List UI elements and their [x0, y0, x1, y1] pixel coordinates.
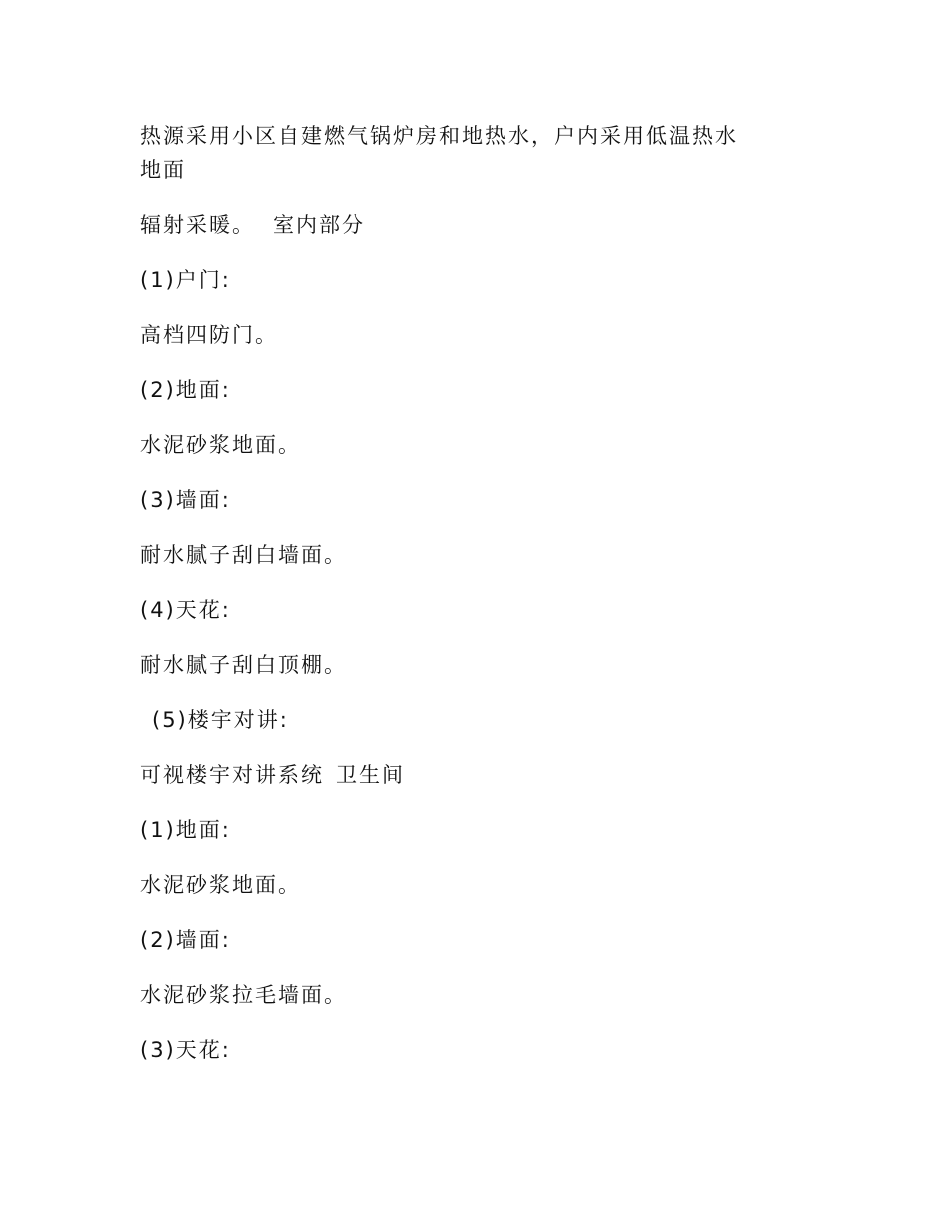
item-label: (2)地面:	[140, 378, 231, 402]
item-label: (1)户门:	[140, 268, 231, 292]
paragraph-radiant-heating	[140, 207, 820, 243]
item-label: (3)墙面:	[140, 488, 231, 512]
item-value: 水泥砂浆地面。	[140, 873, 301, 897]
item-label: (5)楼宇对讲:	[152, 708, 289, 732]
text-line: 地面	[140, 158, 186, 182]
item-value: 水泥砂浆拉毛墙面。	[140, 983, 347, 1007]
item-value: 水泥砂浆地面。	[140, 433, 301, 457]
item-value: 高档四防门。	[140, 323, 278, 347]
item-label: (1)地面:	[140, 818, 231, 842]
item-label: (4)天花:	[140, 598, 231, 622]
document-body	[140, 118, 820, 1087]
text-line: 热源采用小区自建燃气锅炉房和地热水，户内采用低温热水	[140, 124, 738, 148]
item-value: 耐水腻子刮白顶棚。	[140, 653, 347, 677]
section-heading-indoor: 室内部分	[273, 213, 365, 237]
text-line: 辐射采暖。	[140, 213, 255, 237]
item-label: (2)墙面:	[140, 928, 231, 952]
paragraph-intercom	[140, 757, 820, 793]
paragraph-heat-source	[140, 118, 820, 188]
text-line: 可视楼宇对讲系统	[140, 763, 324, 787]
item-label: (3)天花:	[140, 1038, 231, 1062]
section-heading-bathroom: 卫生间	[336, 763, 405, 787]
item-value: 耐水腻子刮白墙面。	[140, 543, 347, 567]
